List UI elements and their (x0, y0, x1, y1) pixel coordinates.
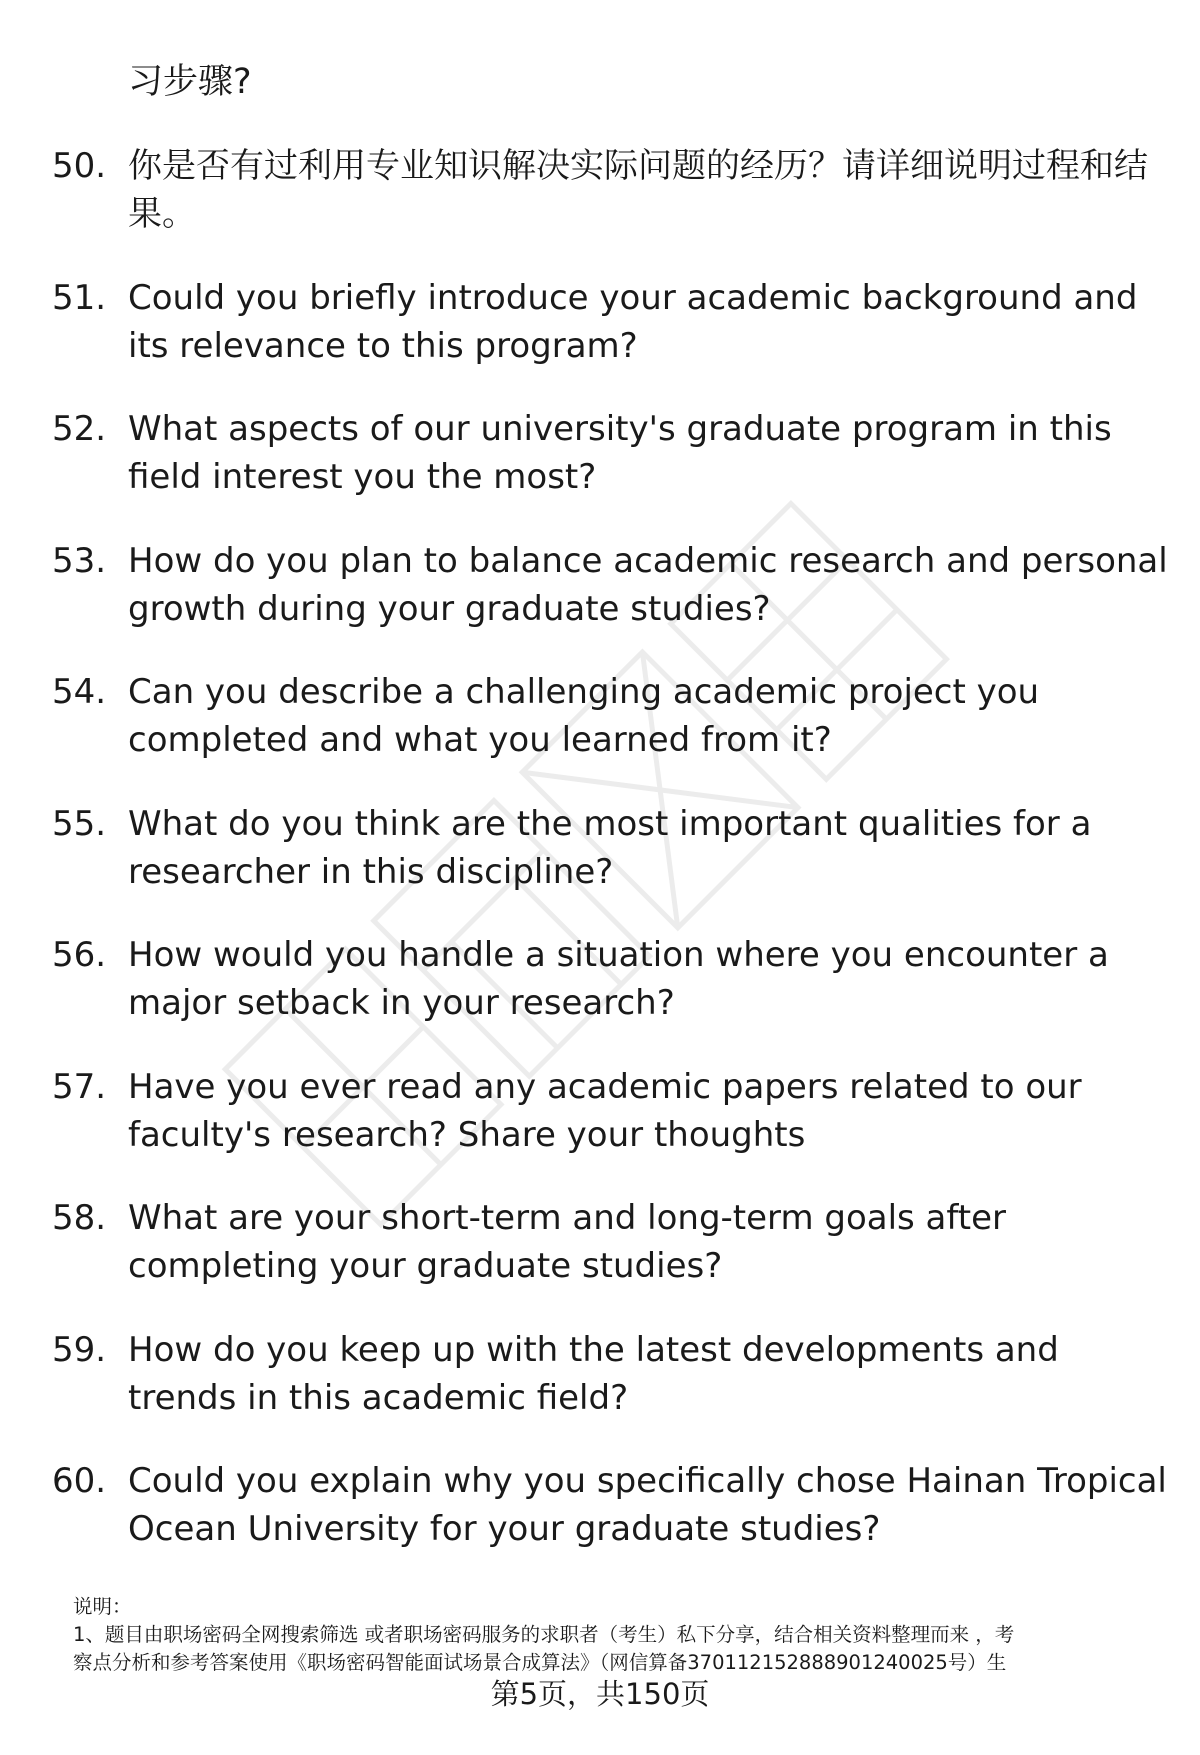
question-text: Could you explain why you specifically chose Hainan Tropical Ocean University for your graduate studies? (128, 1461, 1167, 1549)
question-text: Could you briefly introduce your academic background and its relevance to this program? (128, 277, 1138, 366)
footnote-line: 1、题目由职场密码全网搜索筛选 或者职场密码服务的求职者（考生）私下分享，结合相关资料整理而来 ，考 (73, 1623, 1015, 1646)
question-item (0, 1326, 1200, 1458)
question-text: How do you keep up with the latest developments and trends in this academic field? (128, 1329, 1059, 1418)
question-text: How would you handle a situation where you encounter a major setback in your research? (128, 935, 1109, 1023)
footnote-line: 察点分析和参考答案使用《职场密码智能面试场景合成算法》（网信算备370112152888901240025号）生 (73, 1651, 1007, 1674)
question-item (0, 1063, 1200, 1195)
question-number: 54. (52, 672, 107, 712)
question-number: 52. (52, 409, 107, 449)
question-text: What do you think are the most important qualities for a researcher in this discipline? (128, 803, 1092, 892)
question-text: 你是否有过利用专业知识解决实际问题的经历？请详细说明过程和结果。 (128, 146, 1148, 234)
footnote-heading: 说明： (73, 1595, 132, 1618)
question-number: 60. (52, 1461, 107, 1501)
question-item (0, 1457, 1200, 1589)
question-number: 57. (52, 1066, 107, 1107)
question-item (0, 800, 1200, 932)
question-text: What aspects of our university's graduate program in this field interest you the most? (128, 409, 1112, 497)
question-item (0, 931, 1200, 1063)
question-number: 56. (52, 935, 107, 975)
question-item (0, 537, 1200, 669)
question-number: 53. (52, 540, 107, 581)
question-item (0, 1194, 1200, 1326)
question-number: 51. (52, 277, 107, 318)
question-text: What are your short-term and long-term goals after completing your graduate studies? (128, 1198, 1006, 1286)
question-item (0, 668, 1200, 800)
question-text: Can you describe a challenging academic project you completed and what you learned from it? (128, 672, 1040, 760)
continuation-text: 习步骤? (128, 62, 252, 102)
question-number: 50. (52, 146, 107, 186)
question-list (0, 142, 1200, 1589)
footnote (73, 1593, 1153, 1677)
question-item (0, 142, 1200, 274)
question-text: How do you plan to balance academic research and personal growth during your graduate studies? (128, 540, 1168, 629)
question-number: 55. (52, 803, 107, 844)
question-text: Have you ever read any academic papers related to our faculty's research? Share your thoughts (128, 1066, 1082, 1155)
question-number: 59. (52, 1329, 107, 1370)
question-item (0, 405, 1200, 537)
page-number: 第5页，共150页 (490, 1677, 710, 1711)
question-number: 58. (52, 1198, 107, 1238)
question-item (0, 274, 1200, 406)
